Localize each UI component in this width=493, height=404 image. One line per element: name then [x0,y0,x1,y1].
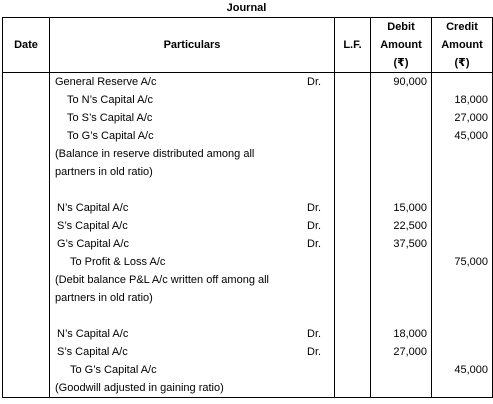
credit-amount [432,343,488,361]
particulars-text: To Profit & Loss A/c [70,256,166,268]
journal-entry-row [3,199,493,325]
date-cell [3,199,50,325]
lf-line [335,271,370,289]
lf-line [335,91,370,109]
debit-amount: 18,000 [393,328,427,340]
lf-line [335,217,370,235]
credit-header-line: Credit [446,21,478,33]
particulars-text: G’s Capital A/c [57,238,129,250]
credit-cell [432,199,493,325]
date-line [3,379,49,397]
lf-line [335,253,370,271]
credit-amount [432,235,488,253]
dr-label: Dr. [307,238,322,250]
debit-amount [371,91,427,109]
lf-line [335,199,370,217]
lf-cell [335,73,371,200]
journal-entry-row [3,73,493,200]
lf-header: L.F. [335,18,371,73]
particulars-text: N’s Capital A/c [57,328,129,340]
date-line [3,199,49,217]
lf-cell [335,325,371,398]
particulars-line [50,91,334,109]
particulars-line [50,235,334,253]
date-line [3,127,49,145]
dr-label: Dr. [307,76,322,88]
debit-amount: 22,500 [393,220,427,232]
particulars-line [50,379,334,397]
date-line [3,181,49,199]
credit-amount [432,145,488,163]
debit-amount [371,163,427,181]
debit-amount: 37,500 [393,238,427,250]
credit-header [432,18,493,73]
credit-amount [432,181,488,199]
particulars-text: N’s Capital A/c [57,202,129,214]
credit-amount: 75,000 [454,256,488,268]
particulars-header: Particulars [50,18,335,73]
lf-line [335,361,370,379]
particulars-text: To G’s Capital A/c [70,364,157,376]
particulars-line [50,199,334,217]
particulars-line [50,145,334,163]
date-cell [3,73,50,200]
debit-amount: 27,000 [393,346,427,358]
lf-line [335,127,370,145]
lf-line [335,289,370,307]
credit-cell [432,325,493,398]
credit-amount [432,163,488,181]
date-line [3,361,49,379]
dr-label: Dr. [307,328,322,340]
journal-title: Journal [226,2,267,14]
lf-line [335,307,370,325]
particulars-text: partners in old ratio) [55,166,153,178]
dr-label: Dr. [307,202,322,214]
date-line [3,73,49,91]
credit-amount [432,379,488,397]
date-line [3,145,49,163]
particulars-line [50,289,334,307]
particulars-cell [50,73,335,200]
particulars-text: S’s Capital A/c [57,346,128,358]
credit-amount [432,217,488,235]
debit-cell [371,199,432,325]
date-line [3,271,49,289]
journal-body [3,73,493,398]
credit-amount: 27,000 [454,112,488,124]
debit-amount [371,253,427,271]
lf-line [335,379,370,397]
particulars-line [50,73,334,91]
credit-amount: 18,000 [454,94,488,106]
debit-amount [371,289,427,307]
debit-header-line: Debit [387,21,415,33]
particulars-line [50,217,334,235]
date-line [3,217,49,235]
debit-amount: 90,000 [393,76,427,88]
particulars-text: (Balance in reserve distributed among all [55,148,255,160]
debit-header-line: (₹) [393,57,409,69]
particulars-line [50,271,334,289]
date-line [3,91,49,109]
date-line [3,109,49,127]
credit-amount [432,199,488,217]
particulars-text: To N’s Capital A/c [67,94,154,106]
particulars-line [50,163,334,181]
debit-cell [371,73,432,200]
debit-amount [371,361,427,379]
journal-table [2,17,493,398]
particulars-text: To S’s Capital A/c [67,112,153,124]
date-line [3,235,49,253]
lf-line [335,325,370,343]
debit-amount [371,109,427,127]
dr-label: Dr. [307,220,322,232]
particulars-text: General Reserve A/c [55,76,157,88]
journal-entry-row [3,325,493,398]
lf-line [335,145,370,163]
credit-amount: 45,000 [454,130,488,142]
date-line [3,343,49,361]
particulars-line [50,127,334,145]
date-line [3,253,49,271]
credit-amount [432,73,488,91]
credit-amount [432,307,488,325]
particulars-cell [50,199,335,325]
credit-cell [432,73,493,200]
particulars-line [50,109,334,127]
date-line [3,289,49,307]
lf-line [335,181,370,199]
credit-amount: 45,000 [454,364,488,376]
particulars-text: S’s Capital A/c [57,220,128,232]
debit-amount [371,181,427,199]
debit-amount [371,127,427,145]
credit-header-line: Amount [441,39,483,51]
date-line [3,325,49,343]
particulars-line [50,253,334,271]
credit-header-line: (₹) [454,57,470,69]
debit-amount: 15,000 [393,202,427,214]
particulars-cell [50,325,335,398]
particulars-text: (Goodwill adjusted in gaining ratio) [55,382,224,394]
particulars-text: To G’s Capital A/c [67,130,154,142]
date-line [3,163,49,181]
particulars-line [50,325,334,343]
credit-amount [432,325,488,343]
date-cell [3,325,50,398]
credit-amount [432,271,488,289]
credit-amount [432,289,488,307]
debit-amount [371,271,427,289]
debit-cell [371,325,432,398]
lf-line [335,235,370,253]
lf-cell [335,199,371,325]
date-line [3,307,49,325]
debit-amount [371,145,427,163]
date-header: Date [3,18,50,73]
dr-label: Dr. [307,346,322,358]
particulars-line [50,307,334,325]
lf-line [335,343,370,361]
particulars-line [50,343,334,361]
particulars-line [50,361,334,379]
lf-line [335,163,370,181]
debit-amount [371,379,427,397]
lf-line [335,109,370,127]
debit-header-line: Amount [380,39,422,51]
particulars-line [50,181,334,199]
particulars-text: (Debit balance P&L A/c written off among all [55,274,270,286]
lf-line [335,73,370,91]
header-row [3,18,493,73]
particulars-text: partners in old ratio) [55,292,153,304]
debit-amount [371,307,427,325]
debit-header [371,18,432,73]
